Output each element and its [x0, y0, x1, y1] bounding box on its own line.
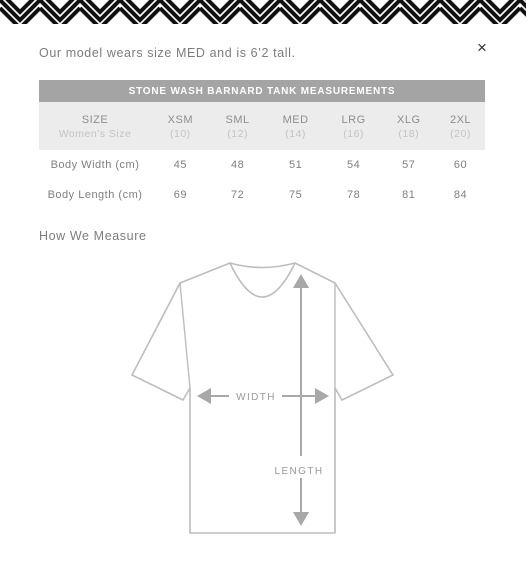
table-cell: 57: [402, 159, 416, 171]
womens-cell: (18): [382, 128, 436, 150]
length-label: LENGTH: [274, 466, 324, 477]
table-cell: 72: [230, 189, 245, 201]
header-cell: XLG: [382, 102, 436, 128]
table-title: STONE WASH BARNARD TANK MEASUREMENTS: [39, 80, 485, 102]
womens-size-row: [39, 128, 485, 150]
width-label: WIDTH: [236, 392, 276, 403]
size-header-row: [39, 102, 485, 128]
header-cell: LRG: [326, 102, 382, 128]
chevron-pattern-banner: [0, 0, 526, 24]
header-cell: SML: [210, 102, 266, 128]
header-cell: SIZE: [39, 102, 151, 128]
womens-cell: (12): [210, 128, 266, 150]
row-label: Body Length (cm): [47, 189, 143, 201]
table-cell: 78: [346, 189, 361, 201]
how-we-measure-heading: How We Measure: [39, 229, 147, 243]
model-size-note: Our model wears size MED and is 6’2 tall.: [39, 46, 296, 60]
tshirt-measure-diagram: [125, 258, 401, 542]
table-cell: 60: [453, 159, 468, 171]
header-cell: XSM: [151, 102, 210, 128]
row-label: Body Width (cm): [50, 159, 140, 171]
table-cell: 81: [402, 189, 416, 201]
close-icon[interactable]: ×: [477, 38, 487, 57]
table-cell: 54: [346, 159, 361, 171]
header-cell: MED: [266, 102, 326, 128]
womens-cell: Women's Size: [39, 128, 151, 150]
length-arrow: [293, 274, 309, 526]
table-cell: 51: [288, 159, 303, 171]
womens-cell: (10): [151, 128, 210, 150]
womens-cell: (14): [266, 128, 326, 150]
womens-cell: (20): [436, 128, 485, 150]
table-row: [39, 180, 485, 210]
table-cell: 69: [173, 189, 187, 201]
table-row: [39, 150, 485, 180]
table-cell: 48: [230, 159, 245, 171]
womens-cell: (16): [326, 128, 382, 150]
table-cell: 84: [453, 189, 468, 201]
size-chart-table: [39, 80, 485, 210]
table-cell: 75: [288, 189, 303, 201]
table-cell: 45: [173, 159, 187, 171]
header-cell: 2XL: [436, 102, 485, 128]
